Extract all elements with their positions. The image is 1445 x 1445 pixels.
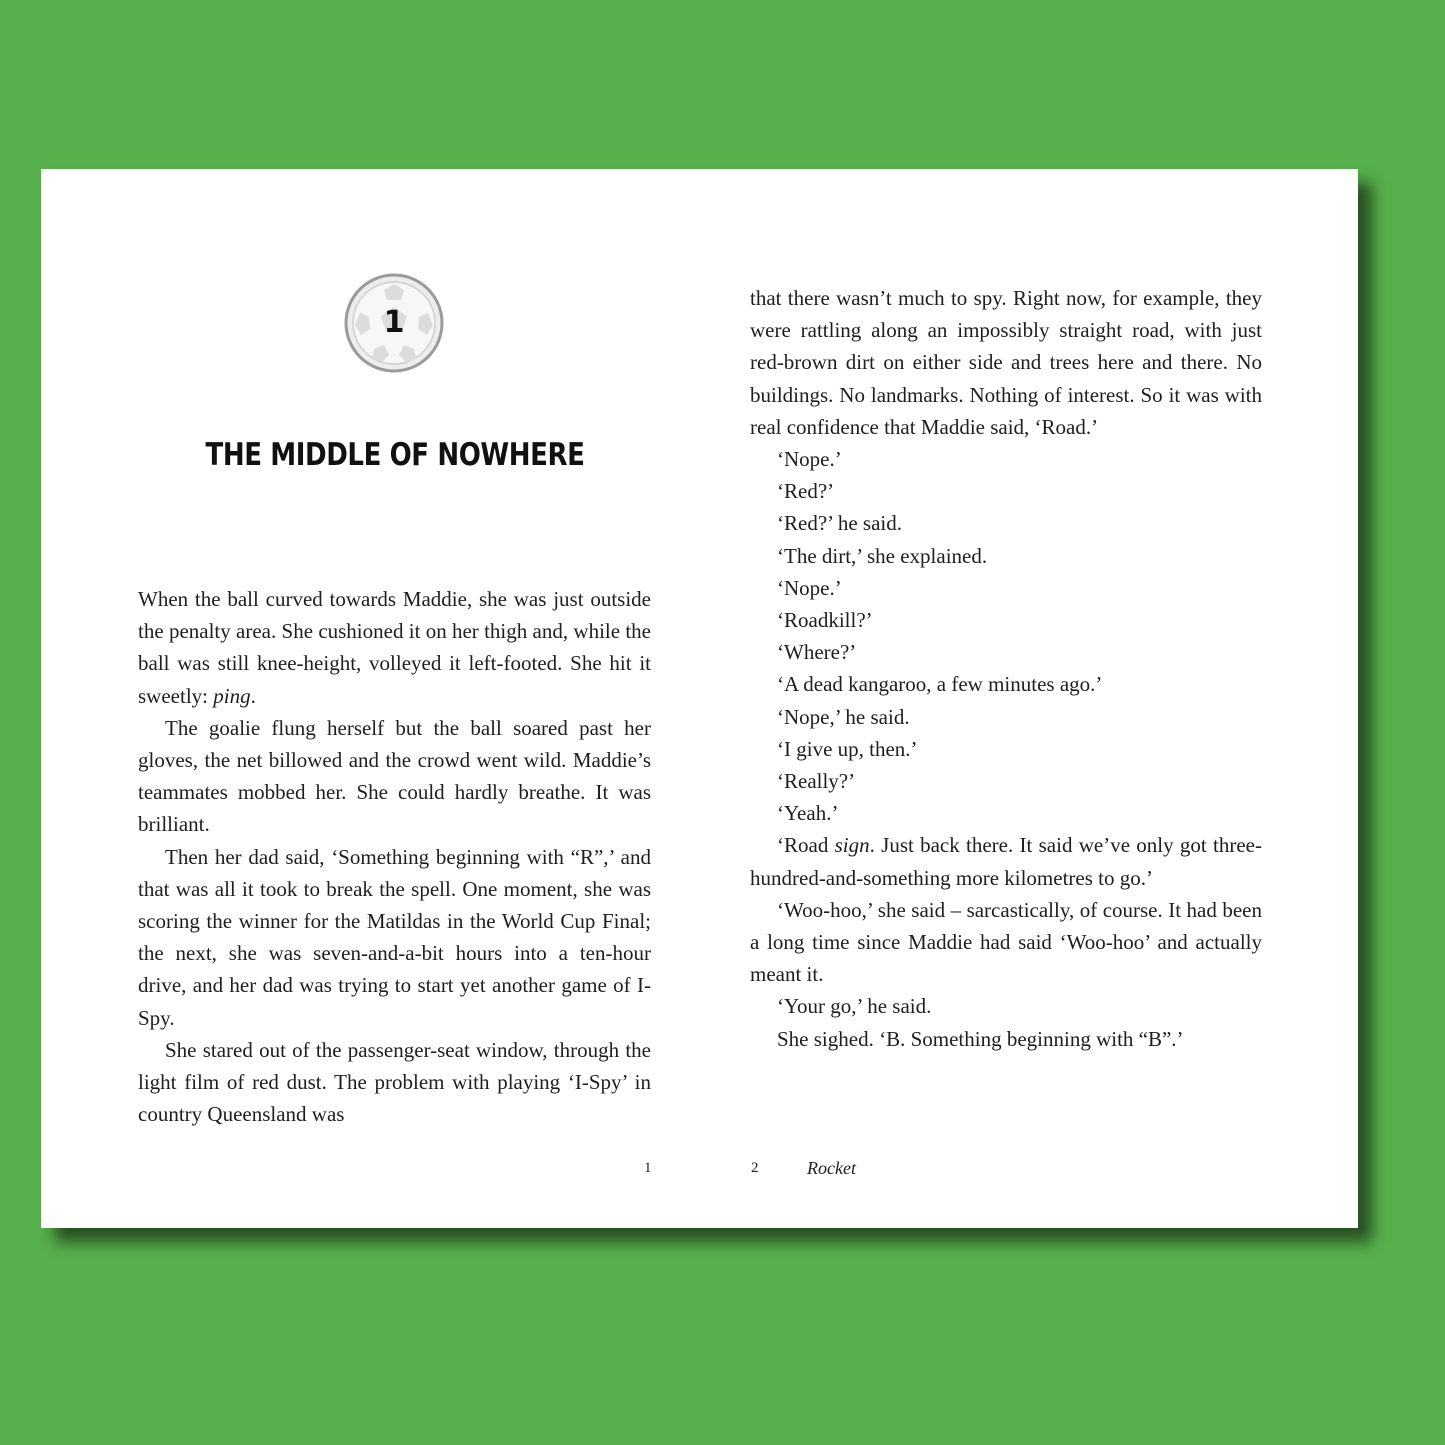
chapter-title: THE MIDDLE OF NOWHERE: [205, 437, 585, 473]
paragraph: [750, 765, 1262, 797]
text-run: ‘Red?’ he said.: [777, 511, 902, 536]
text-run: . Just back there. It said we’ve only got three-hundred-and-something more kilometres to go.’: [750, 833, 1262, 890]
paragraph: [750, 443, 1262, 475]
paragraph: [750, 282, 1262, 443]
page-number-right: 2: [751, 1160, 759, 1176]
text-run: When the ball curved towards Maddie, she was just outside the penalty area. She cushioned it on her thigh and, while the ball was still knee-height, volleyed it left-footed. She hit it sweetly:: [138, 587, 651, 708]
text-run: ‘Yeah.’: [777, 801, 839, 826]
text-run: Then her dad said, ‘Something beginning with “R”,’ and that was all it took to break the spell. One moment, she was scoring the winner for the Matildas in the World Cup Final; the next, she was seven-and-a-bit hours into a ten-hour drive, and her dad was trying to start yet another game of I-Spy.: [138, 844, 651, 1030]
text-run: ‘A dead kangaroo, a few minutes ago.’: [777, 672, 1103, 697]
text-run: ‘Red?’: [777, 479, 835, 504]
paragraph: [750, 733, 1262, 765]
right-page-text: [750, 282, 1262, 1055]
paragraph: [750, 701, 1262, 733]
text-run: ‘Nope.’: [777, 447, 842, 472]
paragraph: [750, 475, 1262, 507]
text-run: ‘Nope.’: [777, 575, 842, 600]
paragraph: [750, 1023, 1262, 1055]
right-page: [699, 169, 1358, 1228]
paragraph: [138, 583, 651, 712]
soccer-ball-icon: [344, 273, 444, 373]
text-run: She sighed. ‘B. Something beginning with “B”.’: [777, 1026, 1184, 1051]
text-run: ‘Woo-hoo,’ she said – sarcastically, of course. It had been a long time since Maddie had said ‘Woo-hoo’ and actually meant it.: [750, 897, 1262, 987]
paragraph: [750, 990, 1262, 1022]
running-head: Rocket: [807, 1158, 856, 1178]
chapter-number: 1: [383, 305, 405, 340]
text-run: .: [250, 683, 256, 708]
paragraph: [750, 797, 1262, 829]
paragraph: [750, 894, 1262, 991]
text-run: The goalie flung herself but the ball soared past her gloves, the net billowed and the crowd went wild. Maddie’s teammates mobbed her. She could hardly breathe. It was brilliant.: [138, 715, 651, 837]
paragraph: [138, 841, 651, 1034]
text-run: ‘Your go,’ he said.: [777, 994, 932, 1019]
text-run: ‘Roadkill?’: [777, 608, 873, 633]
paragraph: [750, 507, 1262, 539]
paragraph: [750, 572, 1262, 604]
page-number-left: 1: [644, 1160, 652, 1176]
text-run: ‘Road: [777, 833, 835, 858]
paragraph: [750, 636, 1262, 668]
text-run: ‘Where?’: [777, 640, 857, 665]
text-run: ‘Nope,’ he said.: [777, 704, 910, 729]
paragraph: [750, 604, 1262, 636]
paragraph: [138, 1034, 651, 1131]
text-run: She stared out of the passenger-seat window, through the light film of red dust. The problem with playing ‘I-Spy’ in country Queensland was: [138, 1037, 651, 1127]
book-spread: [41, 169, 1358, 1228]
italic-text: ping: [213, 683, 251, 708]
left-page: [41, 169, 699, 1228]
text-run: that there wasn’t much to spy. Right now, for example, they were rattling along an impossibly straight road, with just red-brown dirt on either side and trees here and there. No buildings. No landmarks. Nothing of interest. So it was with real confidence that Maddie said, ‘Road.’: [750, 286, 1262, 439]
paragraph: [138, 712, 651, 841]
paragraph: [750, 540, 1262, 572]
italic-text: sign: [834, 833, 870, 858]
text-run: ‘Really?’: [777, 769, 856, 794]
text-run: ‘The dirt,’ she explained.: [777, 543, 988, 568]
text-run: ‘I give up, then.’: [777, 736, 918, 761]
paragraph: [750, 829, 1262, 893]
left-page-text: [138, 583, 651, 1130]
paragraph: [750, 668, 1262, 700]
